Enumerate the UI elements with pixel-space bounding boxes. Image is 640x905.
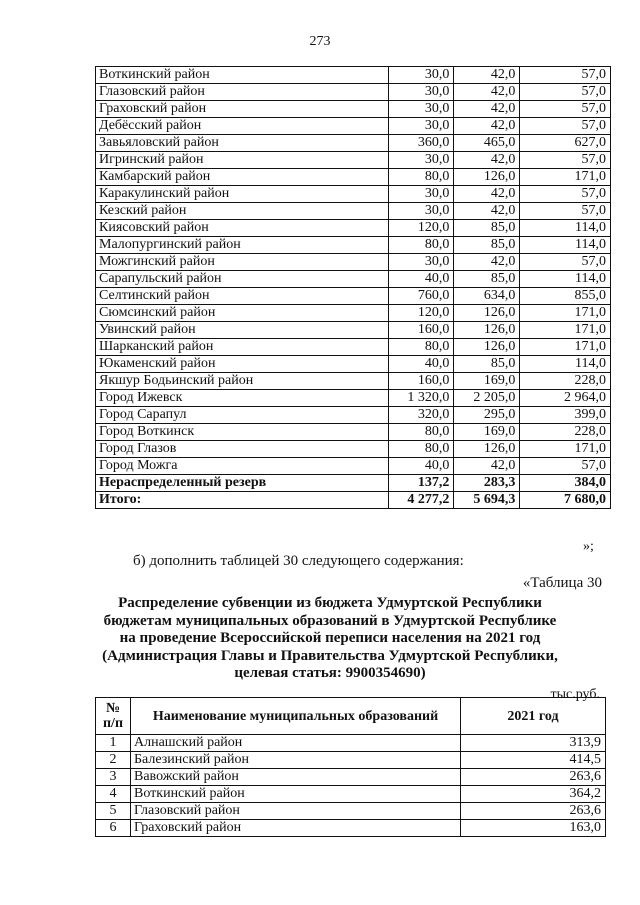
value-cell: 80,0 — [388, 441, 454, 458]
value-cell: 42,0 — [454, 203, 520, 220]
district-name: Кезский район — [96, 203, 389, 220]
value-cell: 228,0 — [520, 373, 611, 390]
table-row — [96, 735, 606, 752]
value-cell: 57,0 — [520, 67, 611, 84]
value-cell: 30,0 — [388, 101, 454, 118]
value-cell: 465,0 — [454, 135, 520, 152]
value-cell: 126,0 — [454, 441, 520, 458]
value-cell: 42,0 — [454, 67, 520, 84]
table-row — [96, 356, 611, 373]
value-cell: 169,0 — [454, 424, 520, 441]
table-row — [96, 203, 611, 220]
district-name: Шарканский район — [96, 339, 389, 356]
value-cell: 171,0 — [520, 169, 611, 186]
table-heading — [80, 595, 580, 683]
table-row — [96, 186, 611, 203]
value-cell: 42,0 — [454, 186, 520, 203]
district-name: Увинский район — [96, 322, 389, 339]
value-cell: 5 694,3 — [454, 492, 520, 509]
value-cell: 57,0 — [520, 101, 611, 118]
table-row — [96, 271, 611, 288]
heading-line: Распределение субвенции из бюджета Удмуртской Республики — [118, 595, 542, 611]
value-cell: 40,0 — [388, 271, 454, 288]
value-cell: 384,0 — [520, 475, 611, 492]
table-row — [96, 322, 611, 339]
value-cell: 120,0 — [388, 220, 454, 237]
table-row — [96, 492, 611, 509]
row-number: 3 — [96, 769, 131, 786]
value-cell: 57,0 — [520, 84, 611, 101]
value-cell: 1 320,0 — [388, 390, 454, 407]
row-number: 5 — [96, 803, 131, 820]
value-cell: 126,0 — [454, 339, 520, 356]
value-cell: 171,0 — [520, 305, 611, 322]
amendment-text: б) дополнить таблицей 30 следующего содержания: — [133, 553, 464, 569]
value-cell: 360,0 — [388, 135, 454, 152]
value-cell: 42,0 — [454, 458, 520, 475]
value-cell: 163,0 — [461, 820, 606, 837]
value-cell: 137,2 — [388, 475, 454, 492]
row-number: 6 — [96, 820, 131, 837]
table-row — [96, 441, 611, 458]
district-name: Завьяловский район — [96, 135, 389, 152]
value-cell: 40,0 — [388, 458, 454, 475]
value-cell: 30,0 — [388, 118, 454, 135]
value-cell: 364,2 — [461, 786, 606, 803]
table-row — [96, 475, 611, 492]
table-row — [96, 407, 611, 424]
table-row — [96, 84, 611, 101]
heading-line: (Администрация Главы и Правительства Удмуртской Республики, — [102, 647, 558, 664]
district-name: Балезинский район — [131, 752, 461, 769]
value-cell: 627,0 — [520, 135, 611, 152]
value-cell: 760,0 — [388, 288, 454, 305]
header-name: Наименование муниципальных образований — [131, 698, 461, 735]
value-cell: 114,0 — [520, 220, 611, 237]
district-name: Итого: — [96, 492, 389, 509]
district-name: Киясовский район — [96, 220, 389, 237]
district-name: Город Воткинск — [96, 424, 389, 441]
table-row — [96, 305, 611, 322]
header-row — [96, 698, 606, 735]
value-cell: 42,0 — [454, 254, 520, 271]
district-name: Сарапульский район — [96, 271, 389, 288]
district-name: Якшур Бодьинский район — [96, 373, 389, 390]
heading-line: бюджетам муниципальных образований в Удмуртской Республике — [103, 612, 557, 629]
district-name: Каракулинский район — [96, 186, 389, 203]
value-cell: 228,0 — [520, 424, 611, 441]
value-cell: 40,0 — [388, 356, 454, 373]
table-row — [96, 237, 611, 254]
value-cell: 80,0 — [388, 339, 454, 356]
value-cell: 85,0 — [454, 220, 520, 237]
district-name: Город Сарапул — [96, 407, 389, 424]
value-cell: 85,0 — [454, 356, 520, 373]
value-cell: 120,0 — [388, 305, 454, 322]
table-row — [96, 67, 611, 84]
header-number: № п/п — [96, 698, 131, 735]
row-number: 1 — [96, 735, 131, 752]
district-name: Игринский район — [96, 152, 389, 169]
value-cell: 126,0 — [454, 322, 520, 339]
value-cell: 283,3 — [454, 475, 520, 492]
district-name: Город Можга — [96, 458, 389, 475]
district-name: Воткинский район — [131, 786, 461, 803]
table-row — [96, 803, 606, 820]
value-cell: 57,0 — [520, 458, 611, 475]
district-name: Глазовский район — [131, 803, 461, 820]
value-cell: 80,0 — [388, 424, 454, 441]
table-row — [96, 339, 611, 356]
value-cell: 57,0 — [520, 186, 611, 203]
row-number: 2 — [96, 752, 131, 769]
value-cell: 2 964,0 — [520, 390, 611, 407]
district-name: Воткинский район — [96, 67, 389, 84]
table-row — [96, 752, 606, 769]
value-cell: 399,0 — [520, 407, 611, 424]
district-name: Город Ижевск — [96, 390, 389, 407]
value-cell: 42,0 — [454, 152, 520, 169]
value-cell: 57,0 — [520, 254, 611, 271]
subvention-table-continued — [95, 66, 611, 509]
district-name: Вавожский район — [131, 769, 461, 786]
value-cell: 30,0 — [388, 67, 454, 84]
table-row — [96, 118, 611, 135]
heading-line: на проведение Всероссийской переписи населения на 2021 год — [119, 630, 541, 646]
value-cell: 171,0 — [520, 339, 611, 356]
table-row — [96, 101, 611, 118]
value-cell: 7 680,0 — [520, 492, 611, 509]
value-cell: 126,0 — [454, 169, 520, 186]
value-cell: 295,0 — [454, 407, 520, 424]
page-number: 273 — [309, 34, 331, 49]
value-cell: 171,0 — [520, 441, 611, 458]
value-cell: 42,0 — [454, 84, 520, 101]
value-cell: 57,0 — [520, 118, 611, 135]
table-row — [96, 820, 606, 837]
top-table-body — [96, 67, 611, 509]
value-cell: 30,0 — [388, 186, 454, 203]
table-row — [96, 288, 611, 305]
units-label: тыс.руб. — [550, 687, 600, 702]
value-cell: 57,0 — [520, 203, 611, 220]
value-cell: 42,0 — [454, 101, 520, 118]
value-cell: 4 277,2 — [388, 492, 454, 509]
district-name: Город Глазов — [96, 441, 389, 458]
district-name: Глазовский район — [96, 84, 389, 101]
value-cell: 57,0 — [520, 152, 611, 169]
table-row — [96, 458, 611, 475]
value-cell: 30,0 — [388, 203, 454, 220]
table-row — [96, 220, 611, 237]
value-cell: 313,9 — [461, 735, 606, 752]
bottom-table-body — [96, 735, 606, 837]
value-cell: 114,0 — [520, 356, 611, 373]
closing-quote: »; — [583, 539, 594, 554]
header-year: 2021 год — [461, 698, 606, 735]
value-cell: 855,0 — [520, 288, 611, 305]
value-cell: 30,0 — [388, 254, 454, 271]
value-cell: 30,0 — [388, 152, 454, 169]
value-cell: 263,6 — [461, 803, 606, 820]
district-name: Граховский район — [131, 820, 461, 837]
district-name: Юкаменский район — [96, 356, 389, 373]
district-name: Дебёсский район — [96, 118, 389, 135]
value-cell: 114,0 — [520, 237, 611, 254]
table-row — [96, 169, 611, 186]
value-cell: 414,5 — [461, 752, 606, 769]
table-row — [96, 390, 611, 407]
district-name: Граховский район — [96, 101, 389, 118]
value-cell: 85,0 — [454, 237, 520, 254]
value-cell: 634,0 — [454, 288, 520, 305]
table-row — [96, 769, 606, 786]
value-cell: 85,0 — [454, 271, 520, 288]
table-row — [96, 424, 611, 441]
row-number: 4 — [96, 786, 131, 803]
table-row — [96, 152, 611, 169]
district-name: Алнашский район — [131, 735, 461, 752]
district-name: Сюмсинский район — [96, 305, 389, 322]
district-name: Селтинский район — [96, 288, 389, 305]
heading-line: целевая статья: 9900354690) — [234, 665, 426, 681]
value-cell: 2 205,0 — [454, 390, 520, 407]
value-cell: 320,0 — [388, 407, 454, 424]
value-cell: 30,0 — [388, 84, 454, 101]
census-subvention-table — [95, 697, 606, 837]
value-cell: 160,0 — [388, 373, 454, 390]
value-cell: 263,6 — [461, 769, 606, 786]
value-cell: 80,0 — [388, 169, 454, 186]
value-cell: 126,0 — [454, 305, 520, 322]
value-cell: 114,0 — [520, 271, 611, 288]
district-name: Можгинский район — [96, 254, 389, 271]
value-cell: 169,0 — [454, 373, 520, 390]
table-row — [96, 135, 611, 152]
value-cell: 171,0 — [520, 322, 611, 339]
table-row — [96, 254, 611, 271]
table-row — [96, 786, 606, 803]
district-name: Малопургинский район — [96, 237, 389, 254]
table-label: «Таблица 30 — [522, 575, 602, 591]
value-cell: 160,0 — [388, 322, 454, 339]
table-row — [96, 373, 611, 390]
value-cell: 42,0 — [454, 118, 520, 135]
district-name: Нераспределенный резерв — [96, 475, 389, 492]
district-name: Камбарский район — [96, 169, 389, 186]
value-cell: 80,0 — [388, 237, 454, 254]
